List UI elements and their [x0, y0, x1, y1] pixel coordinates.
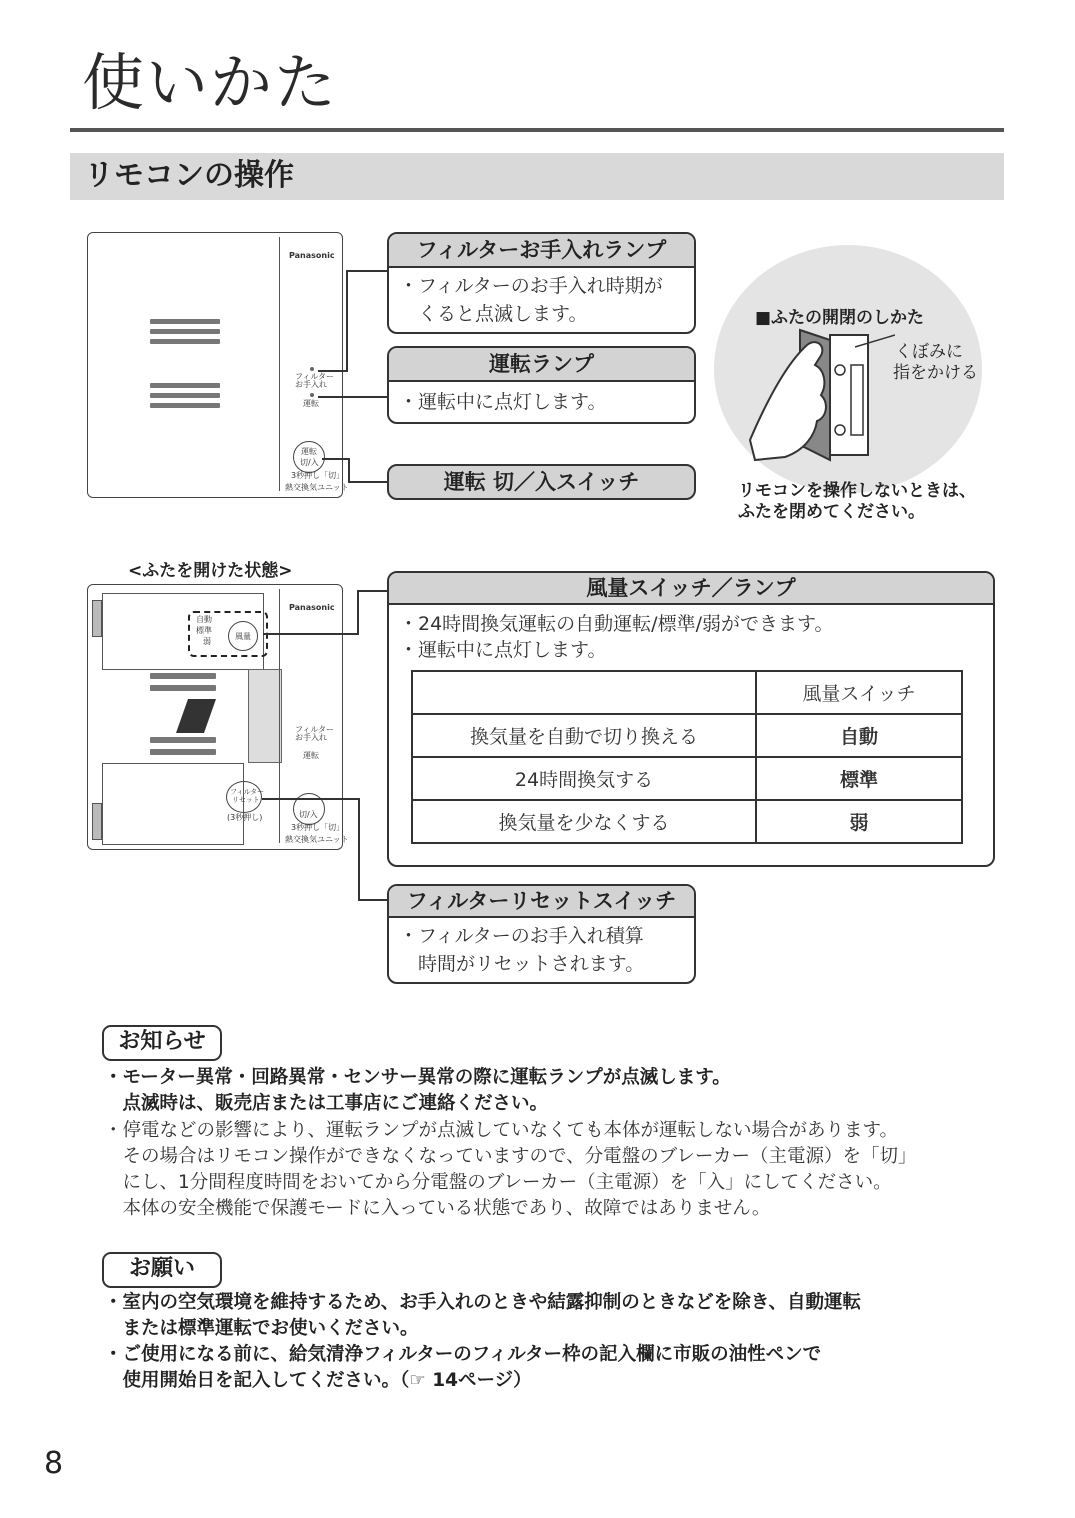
grille-bar — [150, 339, 220, 344]
remote-open — [87, 584, 349, 850]
filter-lamp-label: フィルター — [295, 372, 335, 381]
fan-switch-desc — [389, 605, 993, 663]
lid-hint: 指をかける — [893, 363, 978, 383]
run-lamp-desc — [389, 382, 694, 416]
grille-bar — [150, 393, 220, 398]
page-number: 8 — [44, 1446, 64, 1481]
leader-line — [358, 899, 388, 901]
lid-caption: ふたを閉めてください。 — [738, 502, 925, 522]
notice-line: にし、1分間程度時間をおいてから分電盤のブレーカー（主電源）を「入」にしてください。 — [104, 1172, 892, 1193]
filter-reset-desc — [389, 918, 694, 978]
lid-title: ■ふたの開閉のしかた — [755, 308, 925, 328]
filter-reset-hold: (3秒押し) — [227, 813, 263, 822]
brand-logo: Panasonic — [289, 251, 335, 260]
filter-lamp-label: フィルター — [295, 725, 335, 734]
hinge — [92, 600, 102, 637]
hold-label: 3秒押し「切」 — [291, 823, 345, 832]
unit-label: 熱交換気ユニット — [285, 483, 349, 492]
run-lamp-dot — [310, 393, 314, 397]
leader-line — [322, 458, 350, 460]
run-switch-button[interactable] — [293, 441, 325, 473]
desc-line: ・24時間換気運転の自動運転/標準/弱ができます。 — [399, 613, 834, 635]
notice-line: ・停電などの影響により、運転ランプが点滅していなくても本体が運転しない場合があります。 — [104, 1120, 899, 1141]
table-cell: 換気量を少なくする — [412, 800, 756, 843]
grille-bar — [150, 685, 216, 691]
open-lid-panel — [102, 763, 244, 845]
notice-line: 本体の安全機能で保護モードに入っている状態であり、故障ではありません。 — [104, 1198, 771, 1219]
run-switch-label: 運転 — [301, 447, 317, 456]
remote-closed — [87, 232, 349, 498]
table-cell: 標準 — [756, 757, 962, 800]
brand-logo: Panasonic — [289, 603, 335, 612]
leader-line — [263, 633, 359, 635]
grille-bar — [150, 673, 216, 679]
desc-line: くると点滅します。 — [399, 303, 588, 325]
run-switch-label: 切/入 — [300, 458, 319, 467]
filter-reset-button[interactable] — [226, 781, 265, 813]
desc-line: ・フィルターのお手入れ時期が — [399, 275, 663, 297]
leader-line — [262, 798, 360, 800]
leader-line — [358, 798, 360, 900]
fan-button-label: 風量 — [235, 632, 251, 641]
hold-label: 3秒押し「切」 — [291, 471, 345, 480]
leader-line — [348, 481, 388, 483]
run-lamp-callout — [387, 346, 696, 424]
mode-auto-label: 自動 — [196, 615, 212, 624]
table-header: 風量スイッチ — [756, 671, 962, 714]
notice-line: その場合はリモコン操作ができなくなっていますので、分電盤のブレーカー（主電源）を「切」 — [104, 1146, 917, 1167]
page-title: 使いかた — [82, 46, 339, 119]
request-label: お願い — [102, 1252, 222, 1288]
filter-lamp-desc — [389, 268, 694, 328]
table-row — [412, 714, 962, 757]
table-cell — [412, 671, 756, 714]
leader-line — [318, 396, 388, 398]
mode-standard-label: 標準 — [196, 626, 212, 635]
leader-line — [346, 270, 388, 272]
filter-reset-title: フィルターリセットスイッチ — [389, 886, 694, 918]
inner-panel — [248, 669, 282, 763]
run-switch-callout: 運転 切／入スイッチ — [387, 464, 696, 500]
fan-switch-title: 風量スイッチ／ランプ — [389, 573, 993, 605]
unit-label: 熱交換気ユニット — [285, 835, 349, 844]
leader-line — [357, 590, 388, 592]
grille-bar — [150, 403, 220, 408]
leader-line — [346, 270, 348, 372]
fan-switch-table — [411, 670, 963, 844]
request-line: ・室内の空気環境を維持するため、お手入れのときや結露抑制のときなどを除き、自動運転 — [104, 1292, 862, 1313]
grille-bar — [150, 329, 220, 334]
run-lamp-label: 運転 — [303, 751, 319, 760]
lid-hint: くぼみに — [895, 342, 963, 362]
run-switch-label: 切/入 — [299, 810, 318, 819]
fan-button[interactable] — [228, 621, 258, 651]
desc-line: 時間がリセットされます。 — [399, 953, 645, 975]
desc-line: ・運転中に点灯します。 — [399, 391, 607, 413]
filter-lamp-callout — [387, 232, 696, 334]
section-title: リモコンの操作 — [84, 158, 294, 193]
mode-weak-label: 弱 — [203, 637, 211, 646]
grille-bar — [150, 383, 220, 388]
table-row — [412, 757, 962, 800]
request-line: または標準運転でお使いください。 — [104, 1318, 419, 1339]
leader-line — [348, 458, 350, 482]
filter-lamp-dot — [310, 367, 314, 371]
open-state-label: <ふたを開けた状態> — [128, 561, 293, 581]
run-lamp-title: 運転ランプ — [389, 348, 694, 382]
hand-lid-icon — [745, 325, 895, 465]
table-cell: 自動 — [756, 714, 962, 757]
run-lamp-label: 運転 — [303, 399, 319, 408]
request-line: 使用開始日を記入してください。（☞ 14ページ） — [104, 1370, 532, 1391]
grille-bar — [150, 737, 216, 743]
leader-line — [357, 590, 359, 635]
filter-reset-label: フィルター — [230, 788, 265, 796]
table-cell: 弱 — [756, 800, 962, 843]
desc-line: ・フィルターのお手入れ積算 — [399, 925, 644, 947]
request-line: ・ご使用になる前に、給気清浄フィルターのフィルター枠の記入欄に市販の油性ペンで — [104, 1344, 822, 1365]
grille-bar — [150, 749, 216, 755]
leader-line — [318, 370, 348, 372]
filter-lamp-title: フィルターお手入れランプ — [389, 234, 694, 268]
lid-caption: リモコンを操作しないときは、 — [738, 481, 976, 501]
filter-reset-callout — [387, 884, 696, 984]
table-row — [412, 800, 962, 843]
hinge — [92, 803, 102, 840]
slot-icon — [176, 699, 216, 733]
desc-line: ・運転中に点灯します。 — [399, 639, 607, 661]
title-rule — [70, 128, 1004, 132]
table-cell: 換気量を自動で切り換える — [412, 714, 756, 757]
grille-bar — [150, 319, 220, 324]
notice-label: お知らせ — [102, 1025, 222, 1061]
notice-line: ・モーター異常・回路異常・センサー異常の際に運転ランプが点滅します。 — [104, 1067, 731, 1088]
table-cell: 24時間換気する — [412, 757, 756, 800]
filter-lamp-label: お手入れ — [295, 733, 327, 742]
notice-line: 点滅時は、販売店または工事店にご連絡ください。 — [104, 1093, 549, 1114]
table-row — [412, 671, 962, 714]
filter-reset-label: リセット — [232, 796, 260, 804]
filter-lamp-label: お手入れ — [295, 380, 327, 389]
